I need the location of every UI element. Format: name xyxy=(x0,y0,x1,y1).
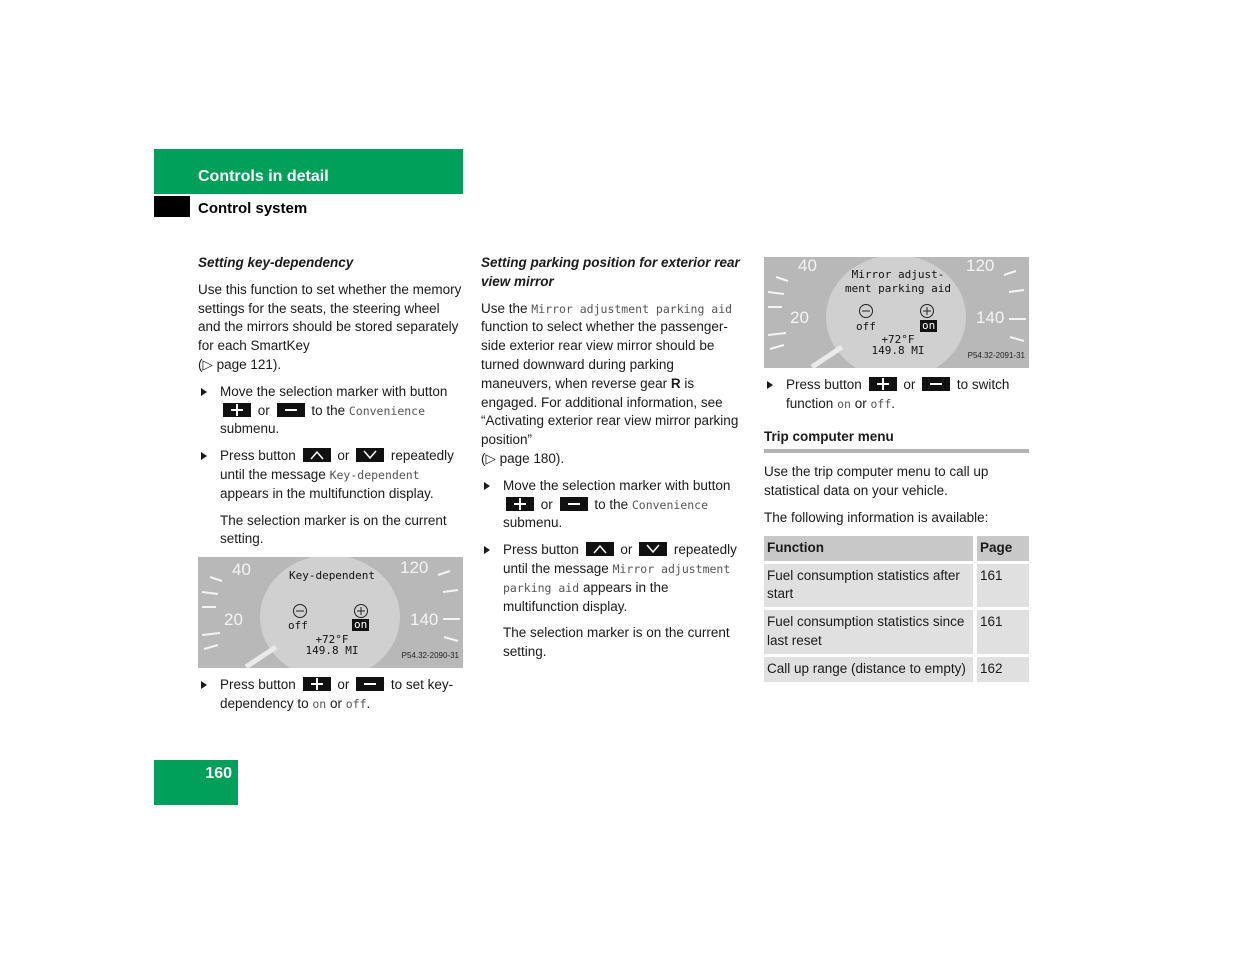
display-mileage: 149.8 MI xyxy=(871,344,925,357)
display-message-line-1: Mirror adjust- xyxy=(851,268,945,281)
step-set-key-dependency: Press button or to set key-dependency to on or off. xyxy=(198,676,464,714)
intro-paragraph: Use the Mirror adjustment parking aid function to select whether the passenger-side exterior rear view mirror should be turned downward during parking maneuvers, when reverse gear R is engaged. For additional information, see “Activating exterior rear view mirror parking position” (▷ page 180). xyxy=(481,300,739,466)
gauge-label-40: 40 xyxy=(232,560,251,580)
minus-circle-icon xyxy=(292,603,308,619)
table-cell-function: Call up range (distance to empty) xyxy=(764,655,975,681)
intro-paragraph: Use this function to set whether the memory settings for the seats, the steering wheel and the mirrors should be stored separately for each SmartKey (▷ page 121). xyxy=(198,281,462,372)
bullet-icon xyxy=(201,388,207,396)
display-on-selected: on xyxy=(354,618,368,632)
gauge-label-120: 120 xyxy=(966,257,995,275)
minus-button-icon xyxy=(922,377,950,391)
minus-button-icon xyxy=(560,497,588,511)
table-cell-function: Fuel consumption statistics since last reset xyxy=(764,609,975,656)
header-page: Page xyxy=(975,536,1029,562)
column-1 xyxy=(198,254,464,722)
heading-key-dependency: Setting key-dependency xyxy=(198,255,354,270)
figure-code: P54.32-2090-31 xyxy=(401,651,459,661)
note-selection-marker: The selection marker is on the current setting. xyxy=(503,625,730,660)
step-press-button: Press button or repeatedly until the message Key-dependent appears in the multifunction display. xyxy=(198,447,464,503)
minus-button-icon xyxy=(356,677,384,691)
plus-button-icon xyxy=(223,403,251,417)
gauge-label-40: 40 xyxy=(798,257,817,275)
gauge-label-20: 20 xyxy=(224,610,243,630)
table-cell-function: Fuel consumption statistics after start xyxy=(764,562,975,609)
table-row xyxy=(764,609,1029,656)
gauge-label-140: 140 xyxy=(410,610,439,630)
header-function: Function xyxy=(764,536,975,562)
column-3 xyxy=(764,257,1029,682)
bullet-icon xyxy=(201,681,207,689)
table-cell-page: 162 xyxy=(975,655,1029,681)
page-number: 160 xyxy=(205,765,232,782)
display-key-dependent xyxy=(198,557,463,668)
step-move-marker: Move the selection marker with button or to the Convenience submenu. xyxy=(198,383,464,439)
display-temperature: +72°F xyxy=(881,333,915,346)
figure-code: P54.32-2091-31 xyxy=(967,351,1025,361)
display-temperature: +72°F xyxy=(315,633,349,647)
display-off: off xyxy=(856,320,876,333)
step-switch-function: Press button or to switch function on or off. xyxy=(764,376,1029,414)
table-row xyxy=(764,562,1029,609)
table-cell-page: 161 xyxy=(975,609,1029,656)
display-message-line-2: ment parking aid xyxy=(845,282,951,295)
gauge-label-120: 120 xyxy=(400,558,429,578)
display-message: Key-dependent xyxy=(288,569,376,583)
bullet-icon xyxy=(484,482,490,490)
minus-circle-icon xyxy=(858,303,874,319)
minus-button-icon xyxy=(277,403,305,417)
bullet-icon xyxy=(484,546,490,554)
gauge-label-140: 140 xyxy=(976,308,1005,327)
down-button-icon xyxy=(639,542,667,556)
gauge-label-20: 20 xyxy=(790,308,809,327)
step-press-button: Press button or repeatedly until the message Mirror adjustment parking aid appears in the multifunction display. xyxy=(481,541,746,616)
bullet-icon xyxy=(767,381,773,389)
table-row xyxy=(764,655,1029,681)
plus-circle-icon xyxy=(919,303,935,319)
heading-trip-computer: Trip computer menu xyxy=(764,428,1029,454)
trip-intro: Use the trip computer menu to call up statistical data on your vehicle. xyxy=(764,464,989,499)
header-marker xyxy=(154,196,190,217)
note-selection-marker: The selection marker is on the current setting. xyxy=(220,512,447,547)
step-move-marker: Move the selection marker with button or to the Convenience submenu. xyxy=(481,477,746,533)
trip-available: The following information is available: xyxy=(764,509,989,525)
column-2 xyxy=(481,254,746,670)
up-button-icon xyxy=(303,448,331,462)
plus-button-icon xyxy=(303,677,331,691)
plus-button-icon xyxy=(506,497,534,511)
display-mirror-adjustment xyxy=(764,257,1029,368)
plus-button-icon xyxy=(869,377,897,391)
page-number-tab xyxy=(154,760,238,805)
info-table xyxy=(764,536,1029,682)
up-button-icon xyxy=(586,542,614,556)
bullet-icon xyxy=(201,452,207,460)
display-off: off xyxy=(288,619,308,633)
display-on-selected: on xyxy=(922,319,936,332)
down-button-icon xyxy=(356,448,384,462)
table-cell-page: 161 xyxy=(975,562,1029,609)
heading-parking-position: Setting parking position for exterior rear view mirror xyxy=(481,255,740,289)
display-mileage: 149.8 MI xyxy=(305,644,359,658)
subsection-title: Control system xyxy=(198,200,308,217)
section-title: Controls in detail xyxy=(198,168,329,185)
plus-circle-icon xyxy=(353,603,369,619)
table-header-row xyxy=(764,536,1029,562)
